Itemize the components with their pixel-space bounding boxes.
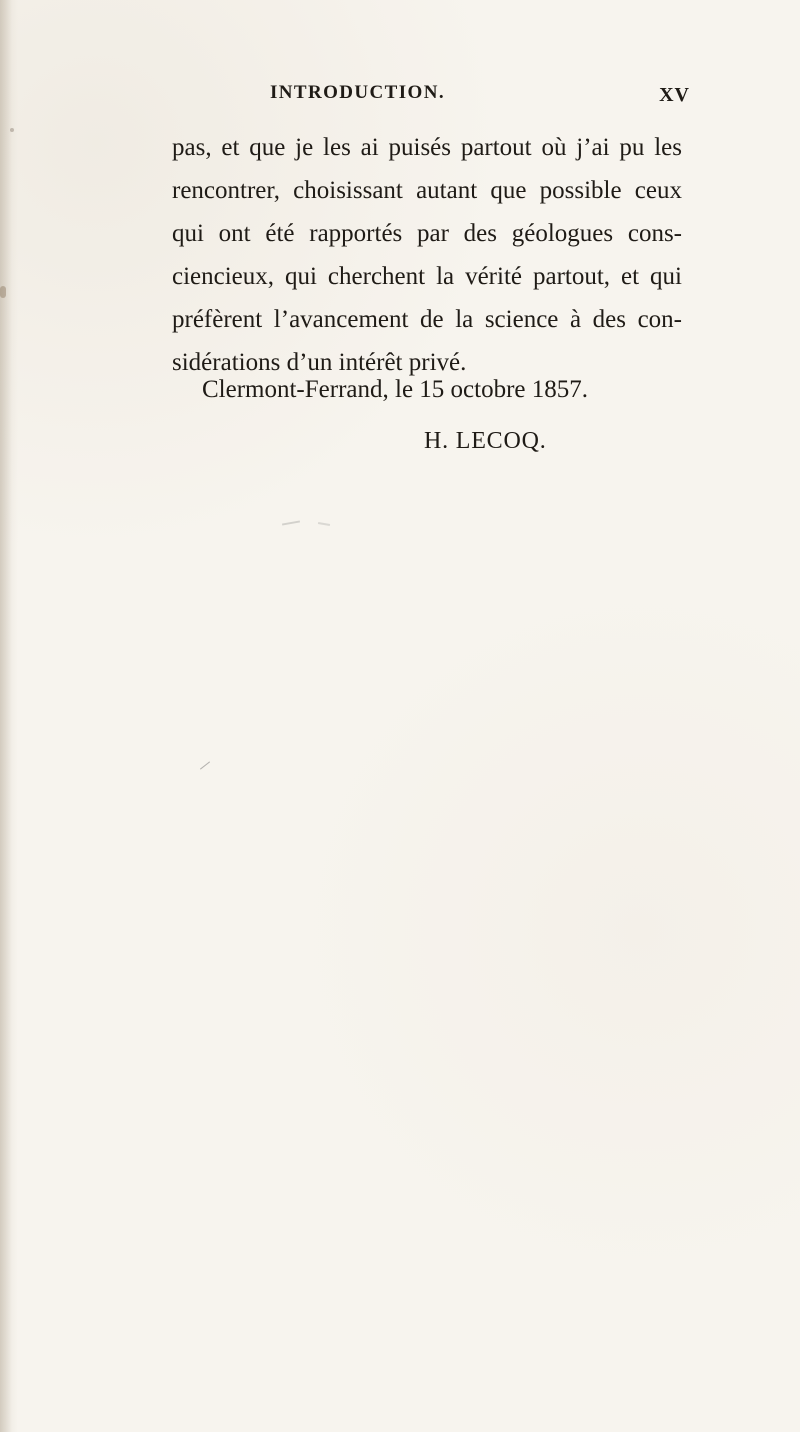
- body-line: sidérations d’un intérêt privé.: [172, 349, 467, 376]
- body-line: ciencieux, qui cherchent la vérité partout, et qui: [172, 263, 682, 290]
- place-and-date: Clermont-Ferrand, le 15 octobre 1857.: [202, 376, 589, 403]
- body-line: préfèrent l’avancement de la science à des con-: [172, 306, 682, 333]
- body-line: qui ont été rapportés par des géologues cons-: [172, 220, 682, 247]
- running-head: INTRODUCTION.: [270, 82, 445, 103]
- body-line: pas, et que je les ai puisés partout où j’ai pu les: [172, 134, 682, 161]
- page-number: XV: [659, 84, 690, 106]
- print-mark: [318, 522, 330, 526]
- print-mark: [282, 520, 300, 525]
- signature: H. LECOQ.: [424, 428, 547, 454]
- paper-speck: [10, 128, 14, 132]
- pencil-mark: [200, 761, 210, 769]
- body-line: rencontrer, choisissant autant que possible ceux: [172, 177, 682, 204]
- page-header: [270, 80, 690, 114]
- paper-stain: [0, 286, 6, 298]
- page-left-edge: [0, 0, 12, 1432]
- body-paragraph: [172, 126, 682, 384]
